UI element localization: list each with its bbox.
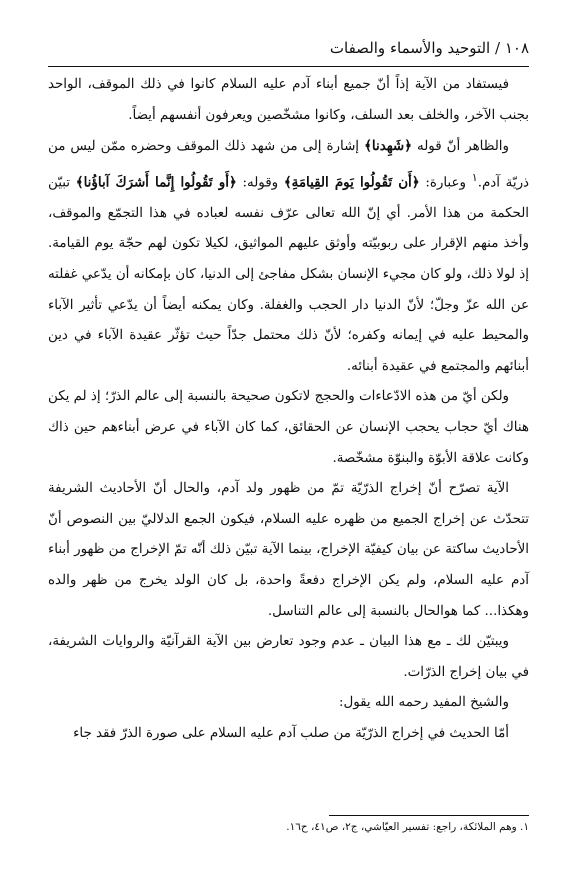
quran-quote-shahidna: ﴿شَهِدنا﴾	[364, 138, 412, 155]
quran-quote-ashraka: ﴿أَو تَقُولُوا إِنَّما أَشرَكَ آباؤُنا﴾	[75, 174, 237, 191]
paragraph-2	[48, 131, 529, 382]
paragraph-7: أمّا الحديث في إخراج الذرّيّة من صلب آدم عليه السلام على صورة الذرّ فقد جاء	[73, 725, 509, 741]
quran-quote-yawm-alqiyama: ﴿أَن تَقُولُوا يَومَ القِيامَةِ﴾	[283, 174, 420, 191]
running-head: ١٠٨ / التوحيد والأسماء والصفات	[329, 39, 529, 57]
paragraph-6: والشيخ المفيد رحمه الله يقول:	[338, 695, 509, 711]
paragraph-5: ويبتيّن لك ـ مع هذا البيان ـ عدم وجود تعارض بين الآية القرآنيّة والروايات الشريفة، في بيان إخراج الذرّات.	[48, 634, 529, 680]
paragraph-1: فيستفاد من الآية إذاً أنّ جميع أبناء آدم عليه السلام كانوا في ذلك الموقف، الواحد بجنب الآخر، والخلف بعد السلف، وكانوا مشخّصين ويعرفون أنفسهم أيضاً.	[48, 77, 529, 123]
header-divider	[48, 66, 529, 67]
footnote-divider	[329, 815, 529, 816]
paragraph-4: الآية تصرّح أنّ إخراج الذرّيّة تمّ من ظهور ولد آدم، والحال أنّ الأحاديث الشريفة تتحدّث عن إخراج الجميع من ظهره عليه السلام، فيكون الجمع الدلاليّ بين النصوص أنّ الأحاديث ساكتة عن بيان كيفيّة الإخراج، بينما الآية تبيّن ذلك أنّه تمّ الإخراج من ظهور أبناء آدم عليه السلام، ولم يكن الإخراج دفعةً واحدة، بل كان الولد يخرج من ظهر والده وهكذا... كما هوالحال بالنسبة إلى عالم التناسل.	[48, 481, 529, 619]
paragraph-2-text-b: إشارة إلى من شهد ذلك الموقف وحضره ممّن ليس من ذريّة آدم.	[48, 139, 529, 191]
paragraph-2-text-c: وعبارة:	[419, 175, 472, 191]
paragraph-2-text-d: وقوله:	[236, 175, 284, 191]
paragraph-3: ولكن أيّ من هذه الادّعاءات والحجج لاتكون صحيحة بالنسبة إلى عالم الذرّ؛ إذ لم يكن هناك أيّ حجاب يحجب الإنسان عن الحقائق، كما كان الآباء في عرض أبناءهم حين ذاك وكانت علاقة الأبوّة والبنوّة مشخّصة.	[48, 389, 529, 466]
footnote: ١. وهم الملائكة، راجع: تفسير العيّاشي، ج٢، ص٤١، ح١٦.	[286, 821, 529, 833]
main-text	[48, 70, 529, 750]
footnote-reference[interactable]: ١	[471, 170, 478, 184]
paragraph-2-text-a: والظاهر أنّ قوله	[411, 139, 509, 155]
paragraph-2-text-e: تبيّن الحكمة من هذا الأمر. أي إنّ الله تعالى عرّف نفسه لعباده في هذا التجمّع والموقف، وأخذ منهم الإقرار على ربوبيّته وأوثق عليهم المواثيق، لكيلا تكون لهم حجّة يوم القيامة. إذ لولا ذلك، ولو كان مجيء الإنسان بشكل مفاجئ إلى الدنيا، كان بإمكانه أن يدّعي غفلته عن الله عزّ وجلّ؛ لأنّ الدنيا دار الحجب والغفلة. وكان يمكنه أيضاً أن يدّعي تأثير الآباء والمحيط عليه في إيمانه وكفره؛ لأنّ ذلك محتمل جدّاً حيث تؤثّر عقيدة الآباء في دين أبنائهم والمجتمع في عقيدة أبنائه.	[48, 175, 529, 374]
